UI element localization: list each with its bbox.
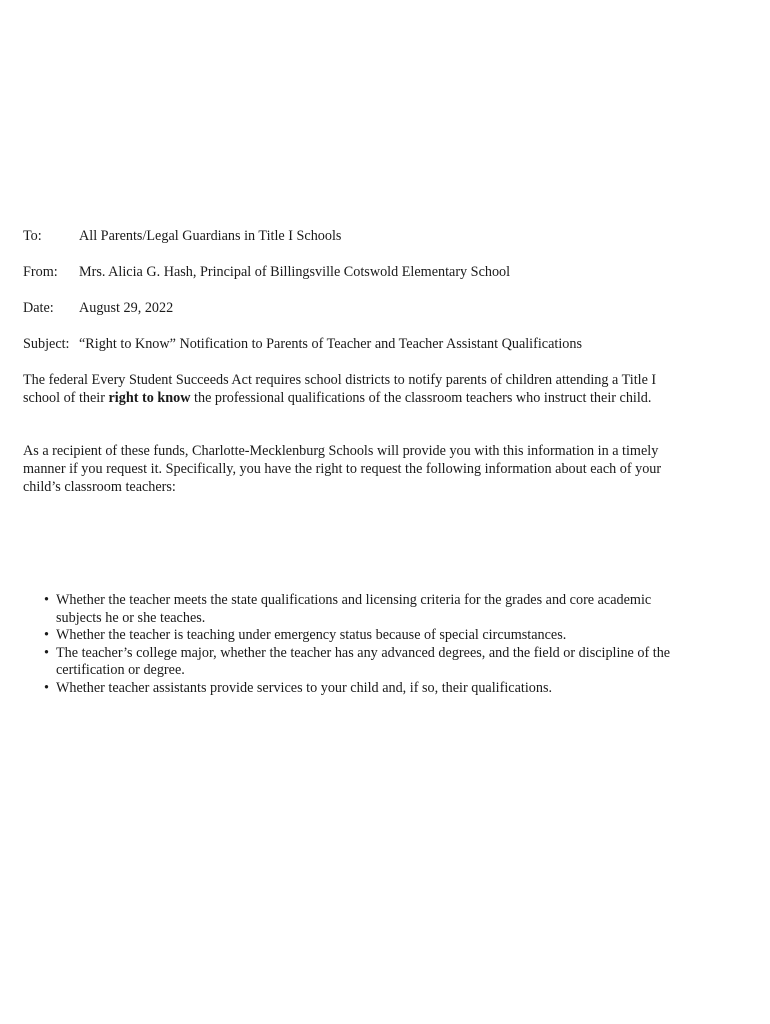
memo-from-row [23,263,510,281]
list-item [44,645,684,680]
paragraph-request-info: As a recipient of these funds, Charlotte-Mecklenburg Schools will provide you with this information in a timely manner if you request it. Specifically, you have the right to request the following information about each of your child’s classroom teachers: [23,443,662,495]
bullet-marker: • [44,592,49,608]
bullet-marker: • [44,679,49,696]
list-item [44,592,684,627]
list-item [44,627,684,645]
para1-text-start: The federal Every Student Succeeds Act requires school districts to notify parents of children attending a Title I school of their [23,372,657,406]
paragraph-right-to-know [23,371,683,407]
list-item-text: Whether the teacher meets the state qualifications and licensing criteria for the grades and core academic subjects he or she teaches. [56,592,652,626]
memo-date-row [23,299,173,317]
subject-value: “Right to Know” Notification to Parents of Teacher and Teacher Assistant Qualifications [79,336,582,352]
list-item-text: The teacher’s college major, whether the teacher has any advanced degrees, and the field or discipline of the certification or degree. [56,644,671,678]
list-item [44,680,684,698]
memo-subject-row [23,335,582,353]
list-item-text: Whether teacher assistants provide services to your child and, if so, their qualifications. [56,679,553,696]
date-value: August 29, 2022 [79,300,174,316]
from-value: Mrs. Alicia G. Hash, Principal of Billingsville Cotswold Elementary School [79,264,511,280]
right-to-know-emphasis: right to know [108,390,191,406]
to-label: To: [23,228,42,244]
bullet-marker: • [44,627,49,643]
list-item-text: Whether the teacher is teaching under emergency status because of special circumstances. [56,627,567,643]
qualifications-list [44,592,684,697]
to-value: All Parents/Legal Guardians in Title I Schools [79,228,342,244]
memo-to-row [23,227,341,245]
bullet-marker: • [44,644,49,661]
date-label: Date: [23,300,54,316]
para1-text-end: the professional qualifications of the classroom teachers who instruct their child. [190,390,652,406]
subject-label: Subject: [23,336,70,352]
from-label: From: [23,264,58,280]
